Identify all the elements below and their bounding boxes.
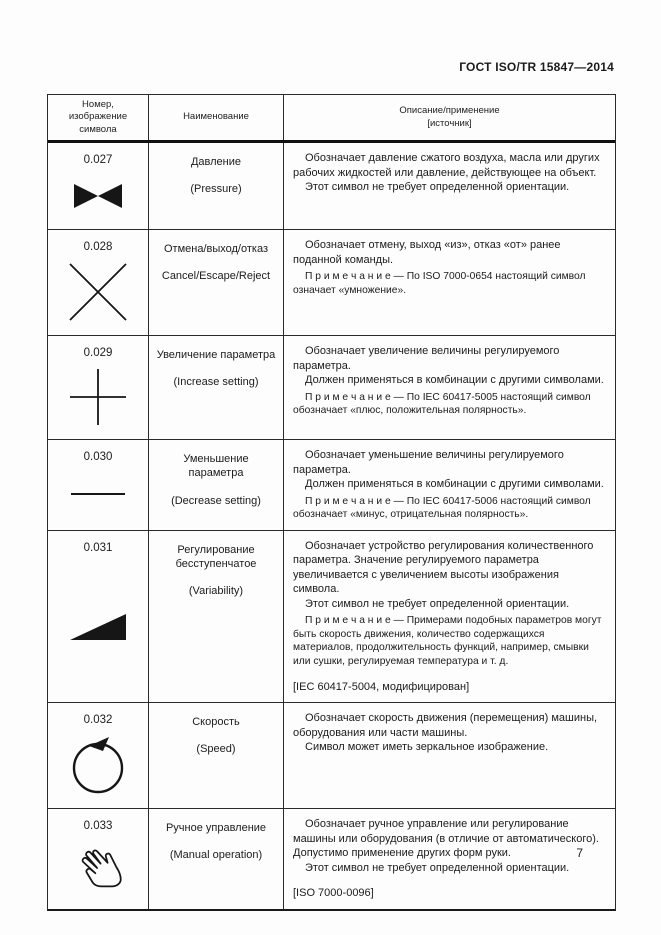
description-paragraph: Обозначает устройство регулирования количественного параметра. Значение регулируемого параметра увеличивается с увеличением высоты изображения символа.: [293, 539, 594, 596]
name-en: (Increase setting): [173, 376, 259, 389]
symbol-cell: [48, 531, 149, 702]
name-cell: [149, 230, 284, 335]
header-description-line2: [источник]: [427, 117, 472, 129]
description-paragraph: Должен применяться в комбинации с другими символами.: [305, 374, 604, 387]
description-paragraph: Обозначает увеличение величины регулируемого параметра.: [293, 345, 560, 372]
page-number: 7: [576, 846, 583, 860]
decrease-setting-icon: [48, 463, 148, 530]
symbol-number: 0.027: [83, 154, 113, 167]
symbol-number: 0.028: [83, 241, 113, 254]
name-ru: Увеличение параметра: [156, 349, 276, 362]
header-number-symbol: Номер, изображение символа: [48, 95, 149, 140]
name-ru: Уменьшение параметра: [183, 453, 249, 480]
table-row: [48, 230, 615, 336]
note-paragraph: П р и м е ч а н и е — Примерами подобных параметров могут быть скорость движения, количество содержащихся материалов, продолжительность функций, например, смывки или сушки, регулируемая температура и т. д.: [293, 615, 602, 668]
description-paragraph: Символ может иметь зеркальное изображение.: [305, 741, 549, 754]
description-cell: [284, 809, 615, 909]
symbol-cell: [48, 809, 149, 909]
description-paragraph: Обозначает давление сжатого воздуха, масла или других рабочих жидкостей или давление, действующее на объект.: [293, 152, 600, 179]
name-ru: Ручное управление: [165, 822, 267, 835]
symbols-table: [47, 94, 616, 911]
table-row: [48, 336, 615, 440]
description-cell: [284, 336, 615, 439]
description-cell: [284, 440, 615, 530]
table-row: [48, 703, 615, 809]
symbol-cell: [48, 336, 149, 439]
name-en: (Pressure): [190, 183, 242, 196]
name-en: Cancel/Escape/Reject: [161, 270, 271, 283]
name-cell: [149, 809, 284, 909]
description-paragraph: Обозначает скорость движения (перемещения) машины, оборудования или части машины.: [293, 712, 598, 739]
name-cell: [149, 440, 284, 530]
name-ru: Скорость: [192, 716, 240, 729]
symbol-cell: [48, 230, 149, 335]
note-paragraph: П р и м е ч а н и е — По ISO 7000-0654 настоящий символ означает «умножение».: [293, 271, 586, 296]
document-header: ГОСТ ISO/TR 15847—2014: [459, 60, 614, 74]
symbol-cell: [48, 143, 149, 229]
name-cell: [149, 336, 284, 439]
variability-icon: [48, 554, 148, 702]
header-description: [284, 95, 615, 140]
description-paragraph: Должен применяться в комбинации с другими символами.: [305, 478, 604, 491]
pressure-icon: [48, 166, 148, 229]
symbol-number: 0.031: [83, 541, 113, 554]
symbol-number: 0.032: [83, 714, 113, 727]
note-paragraph: П р и м е ч а н и е — По IEC 60417-5006 настоящий символ обозначает «минус, отрицательная полярность».: [293, 495, 591, 521]
description-paragraph: Этот символ не требует определенной ориентации.: [305, 597, 570, 610]
header-name: Наименование: [149, 95, 284, 140]
source-reference: [ISO 7000-0096]: [293, 887, 374, 900]
cancel-icon: [48, 253, 148, 335]
description-paragraph: Этот символ не требует определенной ориентации.: [305, 861, 570, 874]
description-cell: [284, 143, 615, 229]
name-en: (Decrease setting): [171, 494, 261, 507]
increase-setting-icon: [48, 359, 148, 439]
name-en: (Variability): [188, 585, 244, 598]
note-paragraph: П р и м е ч а н и е — По IEC 60417-5005 настоящий символ обозначает «плюс, положительная полярность».: [293, 391, 591, 417]
symbol-cell: [48, 440, 149, 530]
name-cell: [149, 531, 284, 702]
table-row: [48, 143, 615, 230]
symbol-number: 0.029: [83, 347, 113, 360]
description-paragraph: Этот символ не требует определенной ориентации.: [305, 181, 570, 194]
source-reference: [IEC 60417-5004, модифицирован]: [293, 680, 470, 693]
description-paragraph: Обозначает ручное управление или регулирование машины или оборудования (в отличие от автоматического). Допустимо применение других форм руки.: [293, 818, 599, 860]
name-en: (Speed): [196, 743, 236, 756]
table-row: [48, 531, 615, 703]
symbol-cell: [48, 703, 149, 808]
speed-icon: [48, 726, 148, 808]
name-cell: [149, 703, 284, 808]
name-ru: Отмена/выход/отказ: [163, 243, 268, 256]
symbol-number: 0.033: [83, 820, 113, 833]
name-en: (Manual operation): [169, 849, 263, 862]
table-row: [48, 809, 615, 909]
header-description-line1: Описание/применение: [399, 105, 500, 117]
manual-operation-icon: [48, 832, 148, 909]
description-cell: [284, 531, 615, 702]
description-cell: [284, 230, 615, 335]
description-paragraph: Обозначает уменьшение величины регулируемого параметра.: [293, 449, 564, 476]
description-paragraph: Обозначает отмену, выход «из», отказ «от» ранее поданной команды.: [293, 239, 561, 266]
name-cell: [149, 143, 284, 229]
symbol-number: 0.030: [83, 451, 113, 464]
name-ru: Давление: [190, 156, 242, 169]
table-header-row: [48, 95, 615, 143]
name-ru: Регулирование бесступенчатое: [175, 543, 257, 571]
description-cell: [284, 703, 615, 808]
table-row: [48, 440, 615, 531]
